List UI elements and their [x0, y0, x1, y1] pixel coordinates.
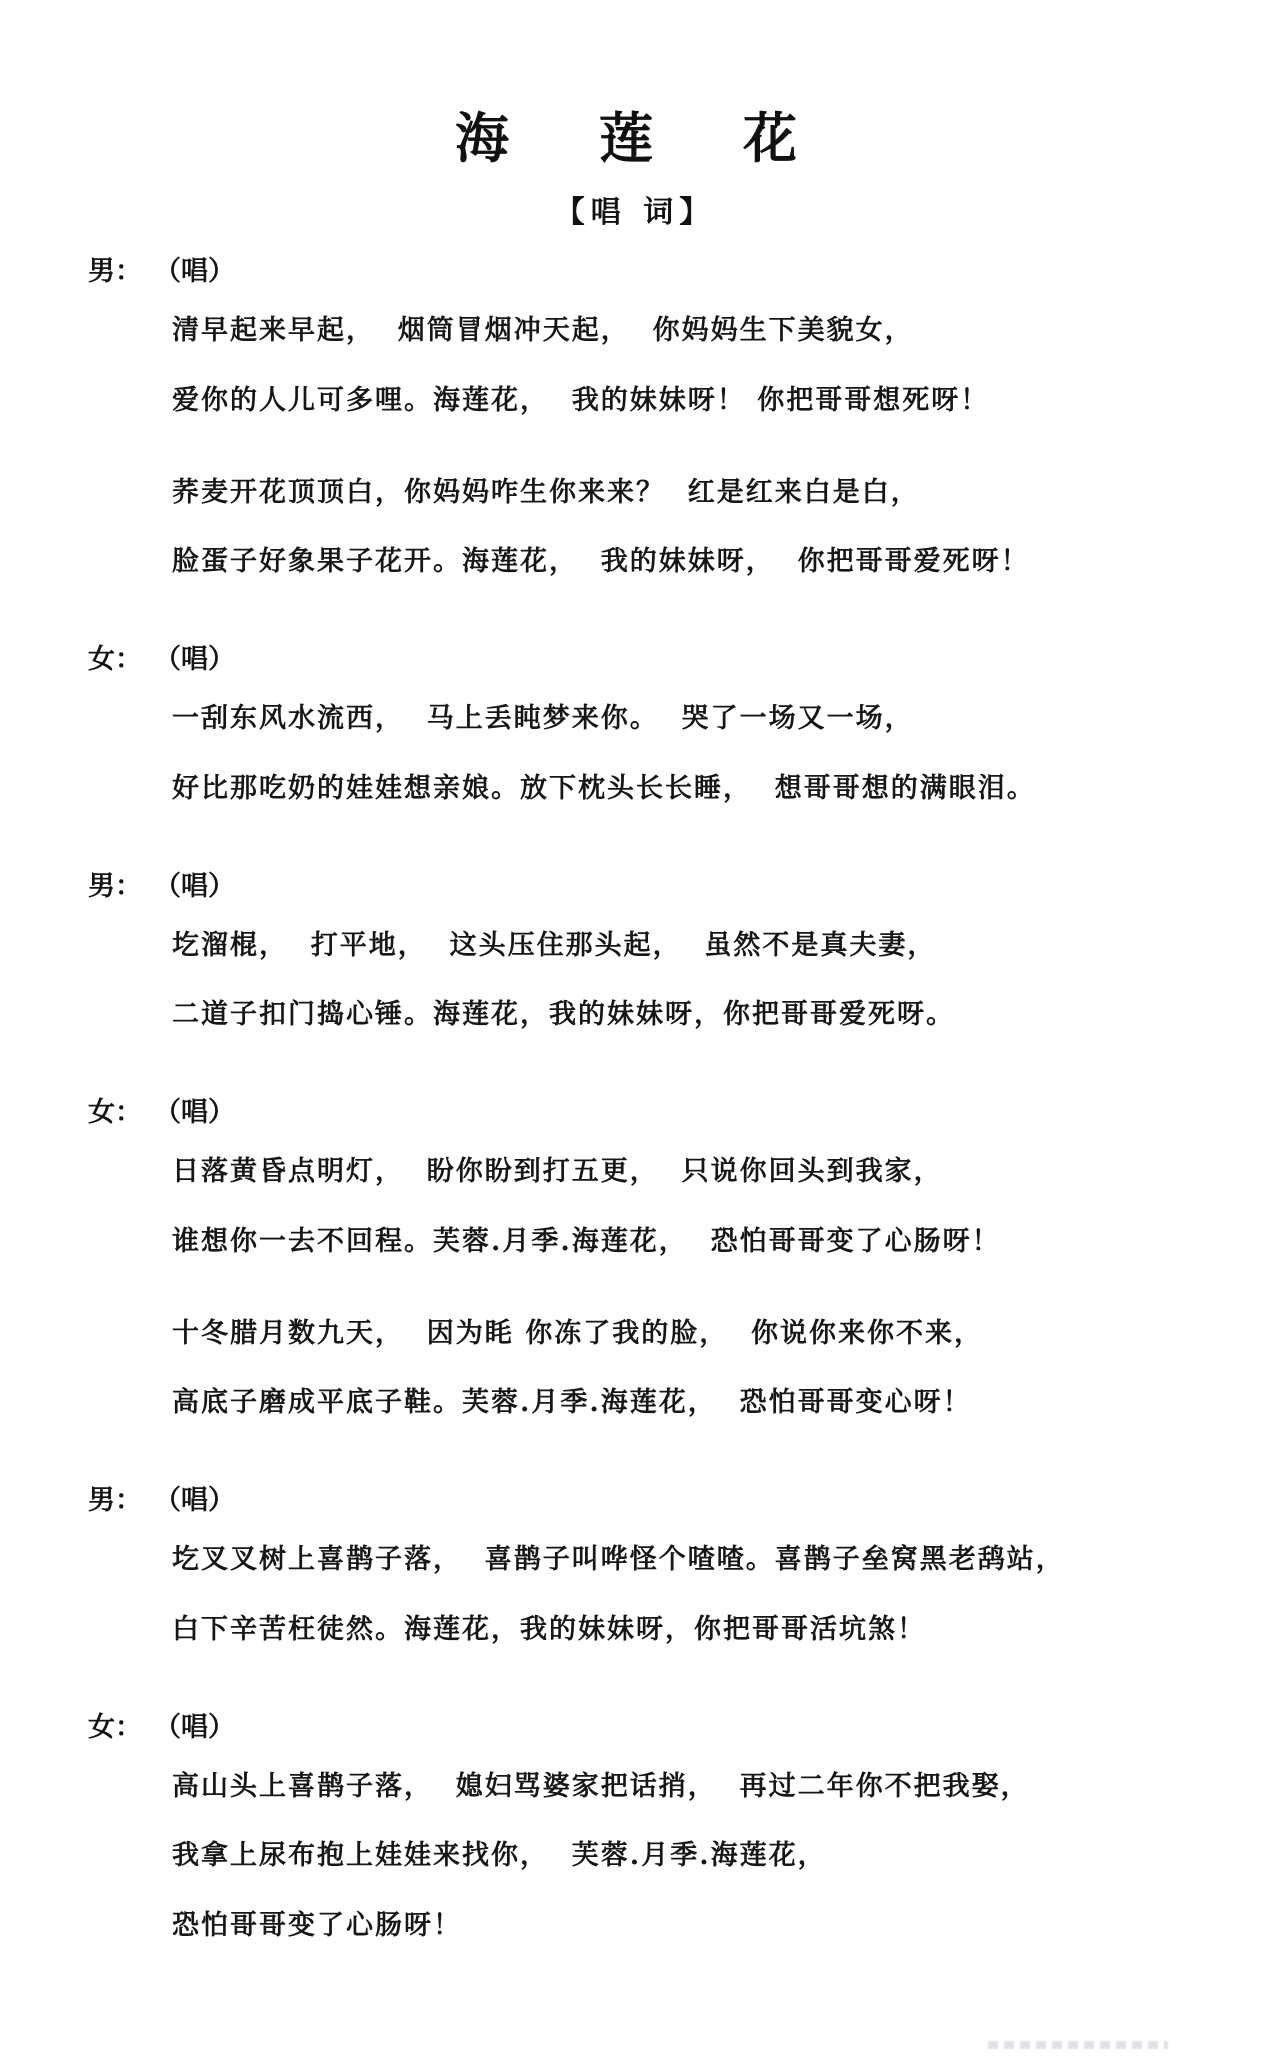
lyric-line: 高底子磨成平底子鞋。芙蓉.月季.海莲花， 恐怕哥哥变心呀！ — [172, 1387, 972, 1419]
lyric-line: 好比那吃奶的娃娃想亲娘。放下枕头长长睡， 想哥哥想的满眼泪。 — [172, 772, 1036, 804]
stanza — [88, 476, 1182, 580]
cue-label: （唱） — [154, 256, 235, 287]
lyric-line: 高山头上喜鹊子落， 媳妇骂婆家把话捎， 再过二年你不把我娶， — [172, 1770, 1030, 1802]
stanza — [88, 1770, 1182, 1943]
lyric-line: 日落黄昏点明灯， 盼你盼到打五更， 只说你回头到我家， — [172, 1156, 943, 1187]
cue-label: （唱） — [154, 644, 235, 675]
cue-label: （唱） — [154, 1711, 235, 1743]
speaker-label: 男： — [88, 256, 142, 287]
lyric-line: 爱你的人儿可多哩。海莲花， 我的妹妹呀！ 你把哥哥想死呀！ — [172, 384, 990, 416]
speaker-line — [88, 249, 1182, 288]
lyric-line: 二道子扣门捣心锤。海莲花，我的妹妹呀，你把哥哥爱死呀。 — [172, 999, 955, 1031]
lyric-line: 清早起来早起， 烟筒冒烟冲天起， 你妈妈生下美貌女， — [172, 315, 914, 346]
lyrics-body — [88, 249, 1182, 1943]
speaker-label: 男： — [88, 1485, 142, 1516]
lyric-line: 圪叉叉树上喜鹊子落， 喜鹊子叫哗怪个喳喳。喜鹊子垒窝黑老鸹站， — [172, 1544, 1065, 1575]
lyric-line: 恐怕哥哥变了心肠呀！ — [172, 1910, 462, 1941]
lyric-line: 一刮东风水流西， 马上丢盹梦来你。 哭了一场又一场， — [172, 703, 914, 734]
lyric-line: 谁想你一去不回程。芙蓉.月季.海莲花， 恐怕哥哥变了心肠呀！ — [172, 1225, 1001, 1257]
speaker-line — [88, 1478, 1182, 1517]
stanza — [88, 1317, 1182, 1421]
stanza — [88, 1543, 1182, 1647]
cue-label: （唱） — [154, 1097, 235, 1128]
speaker-line — [88, 1705, 1182, 1744]
lyric-line: 白下辛苦枉徒然。海莲花，我的妹妹呀，你把哥哥活坑煞！ — [172, 1613, 926, 1645]
lyric-line: 圪溜棍， 打平地， 这头压住那头起， 虽然不是真夫妻， — [172, 929, 937, 961]
lyric-line: 脸蛋子好象果子花开。海莲花， 我的妹妹呀， 你把哥哥爱死呀！ — [172, 546, 1030, 578]
footer-smudge — [988, 2041, 1168, 2049]
speaker-line — [88, 1090, 1182, 1129]
stanza — [88, 702, 1182, 806]
page-title: 海 莲 花 — [455, 106, 815, 170]
lyric-line: 荞麦开花顶顶白，你妈妈咋生你来来？ 红是红来白是白， — [172, 476, 920, 508]
cue-label: （唱） — [154, 1485, 235, 1516]
stanza — [88, 929, 1182, 1033]
page-subtitle: 【唱 词】 — [554, 195, 716, 230]
lyric-section — [88, 1090, 1182, 1420]
lyric-section — [88, 249, 1182, 579]
cue-label: （唱） — [154, 870, 235, 902]
lyric-section — [88, 864, 1182, 1033]
speaker-label: 男： — [88, 870, 142, 902]
speaker-line — [88, 637, 1182, 676]
lyric-line: 十冬腊月数九天， 因为眊 你冻了我的脸， 你说你来你不来， — [172, 1317, 983, 1349]
speaker-label: 女： — [88, 1097, 142, 1128]
lyric-section — [88, 1478, 1182, 1647]
speaker-label: 女： — [88, 644, 142, 675]
stanza — [88, 314, 1182, 418]
lyric-section — [88, 637, 1182, 806]
speaker-label: 女： — [88, 1711, 142, 1743]
lyric-section — [88, 1705, 1182, 1943]
lyric-line: 我拿上尿布抱上娃娃来找你， 芙蓉.月季.海莲花， — [172, 1840, 827, 1872]
stanza — [88, 1155, 1182, 1259]
speaker-line — [88, 864, 1182, 903]
